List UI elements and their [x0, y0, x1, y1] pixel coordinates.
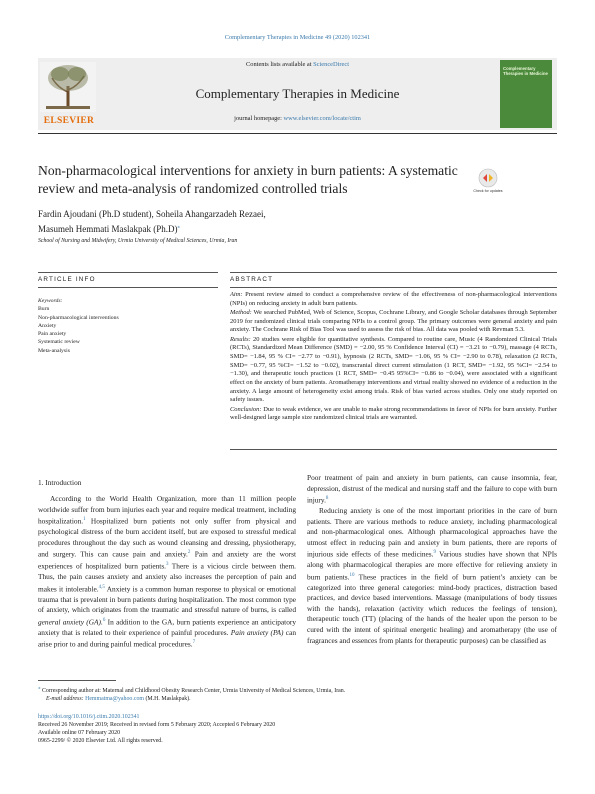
intro-left-column — [38, 494, 296, 650]
footnote-mark: ⁎ — [38, 686, 41, 691]
citation-link[interactable]: 10 — [349, 572, 355, 578]
authors-line-2: Masumeh Hemmati Maslakpak (Ph.D) — [38, 224, 178, 234]
copyright: 0965-2299/ © 2020 Elsevier Ltd. All rights reserved. — [38, 738, 163, 745]
running-head[interactable]: Complementary Therapies in Medicine 49 (2020) 102341 — [224, 34, 371, 41]
received-dates: Received 26 November 2019; Received in revised form 5 February 2020; Accepted 6 February 2020 — [38, 722, 276, 729]
intro-paragraph: Poor treatment of pain and anxiety in burn patients, can cause insomnia, fear, depression, distrust of the medical and nursing staff and the failure to cope with burn injury.$^8$ — [307, 473, 557, 505]
online-date: Available online 07 February 2020 — [38, 730, 121, 737]
conclusion-text: Due to weak evidence, we are unable to make strong recommendations in favor of NPIs for burn anxiety. Further well-designed large sample size randomized clinical trials are warranted. — [230, 405, 557, 422]
aim-label: Aim: — [230, 291, 243, 298]
journal-homepage — [110, 115, 485, 122]
corresponding-author-footnote: ⁎ Corresponding author at: Maternal and Childhood Obesity Research Center, Urmia University of Medical Sciences, Urmia, Iran. E-mail address: Hemmatma@yahoo.com (M.H. Maslakpak). — [38, 686, 346, 702]
doi-link[interactable]: https://doi.org/10.1016/j.ctim.2020.102341 — [38, 714, 140, 720]
keyword-item: Pain anxiety — [38, 331, 67, 338]
abstract-conclusion — [230, 406, 557, 423]
citation-link[interactable]: 8 — [325, 496, 329, 502]
term-pain-anxiety: Pain anxiety (PA) — [230, 627, 284, 637]
author-list — [38, 208, 478, 236]
journal-title: Complementary Therapies in Medicine — [195, 86, 400, 101]
check-updates-label: Check for updates — [473, 189, 503, 193]
citation-link[interactable]: 4,5 — [98, 584, 105, 590]
abstract-bottom-rule — [230, 449, 557, 450]
aim-text: Present review aimed to conduct a comprehensive review of the effectiveness of non-pharmacological interventions (NPIs) on reducing anxiety in adult burn patients. — [230, 291, 557, 307]
intro-paragraph: According to the World Health Organization, more than 11 million people worldwide suffer from burn injuries each year and require medical treatment, including hospitalization.$^1$ Hospitalized burn patients not only suffer from physical and psychological distress of the burn accident itself, but are exposed to stressful medical procedures throughout the day such as wound cleansing and dressing, physiotherapy, and surgery. This can cause pain and anxiety.$^2$ Pain and anxiety are the worst experiences of hospitalized burn patients.$^3$ There is a vicious circle between them. Thus, the pain causes anxiety and anxiety also increases the perception of pain and makes it intolerable.$^{4,5}$ Anxiety is a common human response to physical or emotional trauma that is prevalent in burn patients during hospitalization. The most common type of anxiety, which originates from the traumatic and stressful nature of burns, is called general anxiety (GA).$^6$ In addition to the GA, burn patients experience an anticipatory anxiety that is related to their experience of painful procedures. Pain anxiety (PA) can arise prior to and during painful medical procedures.$^7$ — [38, 494, 296, 649]
contents-line — [110, 61, 485, 68]
method-label: Method: — [230, 308, 252, 316]
article-info-rule — [38, 287, 218, 288]
header-rule — [38, 133, 557, 134]
abstract-method — [230, 309, 557, 335]
article-info-heading: ARTICLE INFO — [38, 276, 96, 283]
keyword-item: Non-pharmacological interventions — [38, 314, 119, 321]
article-title: Non-pharmacological interventions for anxiety in burn patients: A systematic review and meta-analysis of randomized controlled trials — [38, 163, 458, 196]
citation-link[interactable]: 1 — [83, 517, 86, 523]
abstract-top-rule — [230, 272, 557, 273]
check-updates-icon — [473, 168, 503, 198]
affiliation: School of Nursing and Midwifery, Urmia University of Medical Sciences, Urmia, Iran — [38, 238, 238, 244]
term-general-anxiety: general anxiety (GA). — [38, 617, 103, 627]
intro-right-column — [307, 473, 557, 646]
footnote-rule — [38, 680, 116, 681]
keyword-item: Anxiety — [38, 322, 57, 329]
publication-info — [38, 713, 518, 745]
abstract-rule — [230, 287, 557, 288]
corresponding-author-mark[interactable]: ⁎ — [177, 225, 180, 230]
contents-prefix: Contents lists available at — [246, 61, 314, 68]
email-link[interactable]: Hemmatma@yahoo.com — [85, 695, 144, 702]
keyword-item: Systematic review — [38, 339, 80, 346]
elsevier-tree-logo — [40, 62, 96, 112]
keyword-item: Meta-analysis — [38, 347, 70, 354]
publisher-logo-text: ELSEVIER — [43, 116, 95, 126]
authors-line-1: Fardin Ajoudani (Ph.D student), Soheila Ahangarzadeh Rezaei, — [38, 209, 266, 219]
homepage-prefix: journal homepage: — [234, 115, 284, 122]
citation-link[interactable]: 6 — [102, 617, 106, 623]
results-label: Results: — [230, 335, 251, 343]
footnote-text: Corresponding author at: Maternal and Childhood Obesity Research Center, Urmia University of Medical Sciences, Urmia, Iran. — [40, 687, 346, 694]
results-text: 20 studies were eligible for quantitative synthesis. Compared to routine care, Music (4 Randomized Clinical Trials (RCTs), Standardized Mean Difference (SMD) = −2.00, 95 % Confidence Interval (CI) = −3.21 to −0.79), massage (4 RCTs, SMD= −1.84, 95 % CI= −2.77 to −0.91), hypnosis (2 RCTs, SMD= −1.06, 95 % CI= −2.90 to 0.78), relaxation (2 RCTs, SMD= −0.77, 95 %CI= −1.52 to −0.02), transcranial direct current stimulation (1 RCT, SMD= −1.92, 95 %CI= −2.54 to −1.30), and therapeutic touch practices (1 RCT, SMD= −0.45 95%CI= −0.86 to −0.04), were associated with a significant effect on the anxiety of burn patients. Aromatherapy interventions and virtual reality showed no evidence of a reduction in the anxiety. A large amount of heterogeneity exist among trials. Risk of bias varied across studies. Only one study reported on safety issues. — [230, 335, 557, 404]
abstract-results — [230, 336, 557, 406]
article-info-top-rule — [38, 272, 218, 273]
citation-link[interactable]: 3 — [166, 562, 169, 568]
keyword-item: Burn — [38, 306, 50, 313]
section-heading-introduction: 1. Introduction — [38, 478, 82, 487]
abstract-heading: ABSTRACT — [230, 276, 274, 283]
keywords-label: Keywords: — [38, 298, 63, 304]
check-for-updates-button[interactable] — [473, 168, 503, 198]
intro-paragraph: Reducing anxiety is one of the most important priorities in the care of burn patients. There are various methods to reduce anxiety, including pharmacological and non-pharmacological ones. Although pharmacological approaches have the utmost effect in reducing pain and anxiety in burn patients, there are reports of injurious side effects of these medicines.$^9$ Various studies have shown that NPIs along with pharmacological therapies are more effective for relieving anxiety in burn patients.$^{10}$ These practices in the field of burn patient’s anxiety can be categorized into three general categories: mind-body practices, distraction based practices, and device based interventions. Massage (manipulations of body tissues with the hands), relaxation (activity which reduces the feelings of tension), therapeutic touch (TT) (placing of the hands of the healer upon the person to be cured with the intent of spiritual energetic healing) and aromatherapy (the use of fragrances and essences from plants for therapeutic purposes) can be classified as — [307, 506, 558, 645]
citation-link[interactable]: 2 — [187, 550, 191, 556]
journal-cover-title: Complementary Therapies in Medicine — [503, 66, 548, 76]
abstract-aim — [230, 291, 557, 308]
sciencedirect-link[interactable]: ScienceDirect — [313, 61, 349, 68]
keywords-block — [38, 297, 218, 355]
citation-link[interactable]: 7 — [192, 640, 196, 646]
homepage-link[interactable]: www.elsevier.com/locate/ctim — [283, 115, 361, 122]
abstract-body — [230, 291, 557, 424]
conclusion-label: Conclusion: — [230, 405, 262, 413]
citation-link[interactable]: 9 — [433, 550, 436, 556]
method-text: We searched PubMed, Web of Science, Scopus, Cochrane Library, and Google Scholar databases through September 2019 for randomized clinical trials comparing NPIs to a control group. The primary outcomes were general anxiety and pain anxiety. The Cochrane Risk of Bias Tool was used to assess the risk of bias. All data was pooled with Revman 5.3. — [230, 308, 557, 334]
email-label: E-mail address: — [46, 695, 86, 702]
